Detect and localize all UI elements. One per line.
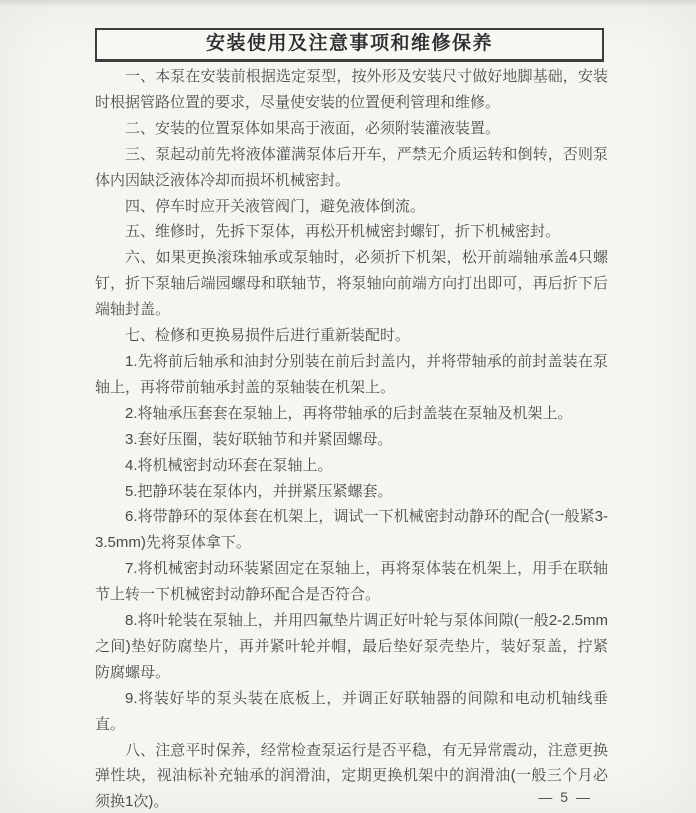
paragraph-step-9: 9.将装好毕的泵头装在底板上，并调正好联轴器的间隙和电动机轴线垂直。 [95, 689, 608, 733]
paragraph-step-5: 5.把静环装在泵体内，并拼紧压紧螺套。 [125, 482, 393, 500]
paragraph-item-2: 二、安装的位置泵体如果高于液面，必须附装灌液装置。 [125, 119, 501, 137]
page-title: 安装使用及注意事项和维修保养 [205, 33, 493, 54]
paragraph-step-8: 8.将叶轮装在泵轴上，并用四氟垫片调正好叶轮与泵体间隙(一般2-2.5mm之间)垫好防腐垫片，再并紧叶轮并帽，最后垫好泵壳垫片，装好泵盖，拧紧防腐螺母。 [95, 612, 608, 681]
paragraph-item-1: 一、本泵在安装前根据选定泵型，按外形及安装尺寸做好地脚基础，安装时根据管路位置的要求，尽量使安装的位置便利管理和维修。 [95, 68, 608, 111]
paragraph-step-7: 7.将机械密封动环装紧固定在泵轴上，再将泵体装在机架上，用手在联轴节上转一下机械密封动静环配合是否符合。 [95, 560, 608, 604]
paragraph-step-3: 3.套好压圈，装好联轴节和并紧固螺母。 [125, 430, 393, 448]
document-body [95, 64, 608, 813]
title-box [95, 28, 604, 62]
page-number: — 5 — [538, 789, 592, 805]
paragraph-item-8: 八、注意平时保养，经常检查泵运行是否平稳，有无异常震动，注意更换弹性块，视油标补充轴承的润滑油，定期更换机架中的润滑油(一般三个月必须换1次)。 [95, 741, 608, 811]
paragraph-step-1: 1.先将前后轴承和油封分别装在前后封盖内，并将带轴承的前封盖装在泵轴上，再将带前轴承封盖的泵轴装在机架上。 [95, 352, 608, 396]
paragraph-step-4: 4.将机械密封动环套在泵轴上。 [125, 456, 333, 474]
paragraph-item-5: 五、维修时，先拆下泵体，再松开机械密封螺钉，折下机械密封。 [125, 223, 561, 241]
paragraph-step-6: 6.将带静环的泵体套在机架上，调试一下机械密封动静环的配合(一般紧3-3.5mm)先将泵体拿下。 [95, 508, 608, 552]
paragraph-step-2: 2.将轴承压套套在泵轴上，再将带轴承的后封盖装在泵轴及机架上。 [125, 404, 573, 422]
paragraph-item-7: 七、检修和更换易损件后进行重新装配时。 [125, 327, 411, 345]
paragraph-item-6: 六、如果更换滚珠轴承或泵轴时，必须折下机架，松开前端轴承盖4只螺钉，折下泵轴后端园螺母和联轴节，将泵轴向前端方向打出即可，再后折下后端轴封盖。 [95, 249, 608, 319]
paragraph-item-4: 四、停车时应开关液管阀门，避免液体倒流。 [125, 197, 426, 215]
paragraph-item-3: 三、泵起动前先将液体灌满泵体后开车，严禁无介质运转和倒转，否则泵体内因缺泛液体冷却而损坏机械密封。 [95, 145, 608, 189]
